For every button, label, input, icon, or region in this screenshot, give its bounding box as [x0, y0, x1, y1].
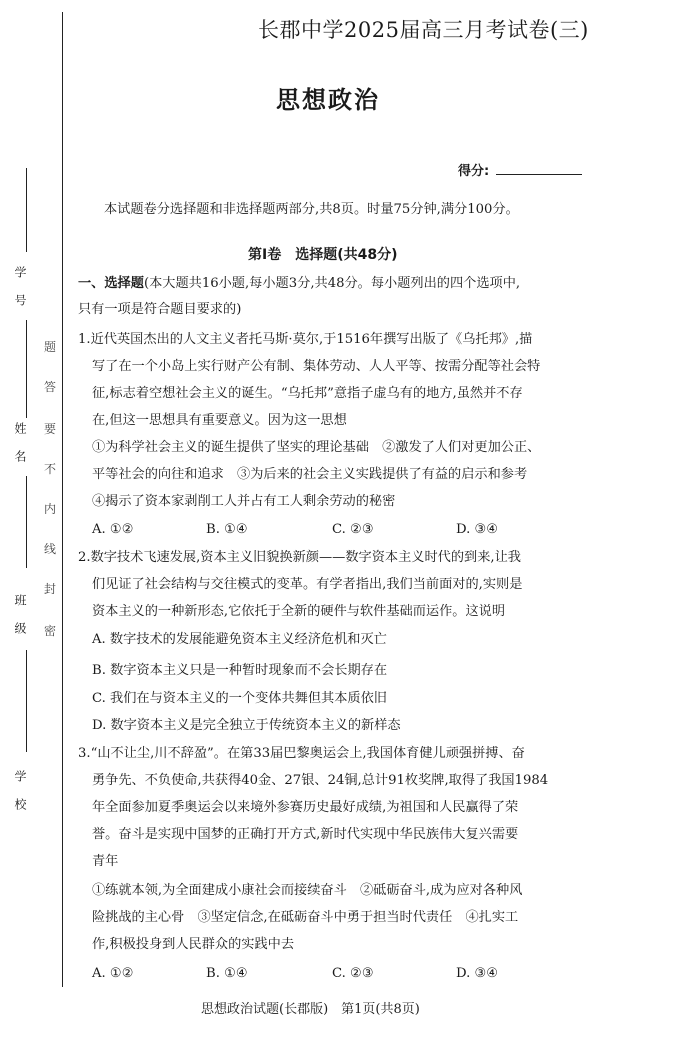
name-label: 姓 名: [13, 422, 27, 464]
q1-line: ①为科学社会主义的诞生提供了坚实的理论基础 ②激发了人们对更加公正、: [92, 440, 541, 455]
seal-char-6: 线: [43, 542, 56, 556]
q2-line: 们见证了社会结构与交往模式的变革。有学者指出,我们当前面对的,实则是: [92, 577, 523, 592]
seal-char-4: 不: [43, 462, 56, 476]
q3-option-d: D. ③④: [456, 966, 499, 981]
q2-option-b: B. 数字资本主义只是一种暂时现象而不会长期存在: [92, 663, 388, 678]
part-heading-note: (本大题共16小题,每小题3分,共48分。每小题列出的四个选项中,: [143, 276, 521, 291]
q1-line: 在,但这一思想具有重要意义。因为这一思想: [92, 413, 347, 428]
subject-title: 思想政治: [276, 86, 380, 114]
section-heading: 第Ⅰ卷 选择题(共48分): [248, 247, 398, 263]
seal-char-8: 密: [43, 624, 56, 638]
q3-line: 年全面参加夏季奥运会以来境外参赛历史最好成绩,为祖国和人民赢得了荣: [92, 800, 519, 815]
exam-title: 长郡中学2025届高三月考试卷(三): [258, 18, 589, 42]
q1-option-c: C. ②③: [332, 522, 374, 537]
q1-option-a: A. ①②: [92, 522, 134, 537]
q2-option-d: D. 数字资本主义是完全独立于传统资本主义的新样态: [92, 718, 401, 733]
q3-line: 3.“山不让尘,川不辞盈”。在第33届巴黎奥运会上,我国体育健儿顽强拼搏、奋: [78, 746, 525, 761]
instructions: 本试题卷分选择题和非选择题两部分,共8页。时量75分钟,满分100分。: [104, 202, 519, 217]
binding-line: [62, 12, 63, 987]
class-rule: [26, 476, 27, 568]
q1-line: 写了在一个小岛上实行财产公有制、集体劳动、人人平等、按需分配等社会特: [92, 359, 541, 374]
q3-option-b: B. ①④: [206, 966, 248, 981]
q1-option-d: D. ③④: [456, 522, 499, 537]
q3-line: 作,积极投身到人民群众的实践中去: [92, 937, 295, 952]
seal-char-1: 题: [43, 340, 56, 354]
seal-char-3: 要: [43, 422, 56, 436]
part-heading-note-line2: 只有一项是符合题目要求的): [78, 302, 242, 317]
q1-line: 征,标志着空想社会主义的诞生。“乌托邦”意指子虚乌有的地方,虽然并不存: [92, 386, 523, 401]
q3-line: 勇争先、不负使命,共获得40金、27银、24铜,总计91枚奖牌,取得了我国1984: [92, 773, 549, 788]
page-footer: 思想政治试题(长郡版) 第1页(共8页): [201, 1002, 420, 1017]
class-label: 班 级: [13, 594, 27, 636]
q2-option-c: C. 我们在与资本主义的一个变体共舞但其本质依旧: [92, 691, 387, 706]
student-id-label: 学 号: [13, 266, 27, 308]
q3-option-a: A. ①②: [92, 966, 134, 981]
q3-line: 险挑战的主心骨 ③坚定信念,在砥砺奋斗中勇于担当时代责任 ④扎实工: [92, 910, 519, 925]
seal-char-7: 封: [43, 582, 56, 596]
q3-line: 誉。奋斗是实现中国梦的正确打开方式,新时代实现中华民族伟大复兴需要: [92, 827, 519, 842]
q1-line: ④揭示了资本家剥削工人并占有工人剩余劳动的秘密: [92, 494, 396, 509]
seal-char-5: 内: [43, 502, 56, 516]
school-rule: [26, 650, 27, 752]
q3-line: 青年: [92, 854, 119, 869]
seal-char-2: 答: [43, 380, 56, 394]
score-label: 得分:: [458, 164, 490, 179]
score-blank: [496, 174, 582, 175]
part-heading-label: 一、选择题: [78, 276, 144, 291]
q1-option-b: B. ①④: [206, 522, 248, 537]
q3-line: ①练就本领,为全面建成小康社会而接续奋斗 ②砥砺奋斗,成为应对各种风: [92, 883, 523, 898]
student-id-rule: [26, 168, 27, 252]
q2-option-a: A. 数字技术的发展能避免资本主义经济危机和灭亡: [92, 632, 387, 647]
q1-line: 平等社会的向往和追求 ③为后来的社会主义实践提供了有益的启示和参考: [92, 467, 528, 482]
part-heading: [78, 274, 520, 294]
q1-line: 1.近代英国杰出的人文主义者托马斯·莫尔,于1516年撰写出版了《乌托邦》,描: [78, 332, 533, 347]
q2-line: 2.数字技术飞速发展,资本主义旧貌换新颜——数字资本主义时代的到来,让我: [78, 550, 521, 565]
q2-line: 资本主义的一种新形态,它依托于全新的硬件与软件基础而运作。这说明: [92, 604, 506, 619]
q3-option-c: C. ②③: [332, 966, 374, 981]
school-label: 学 校: [13, 770, 27, 812]
name-rule: [26, 320, 27, 418]
